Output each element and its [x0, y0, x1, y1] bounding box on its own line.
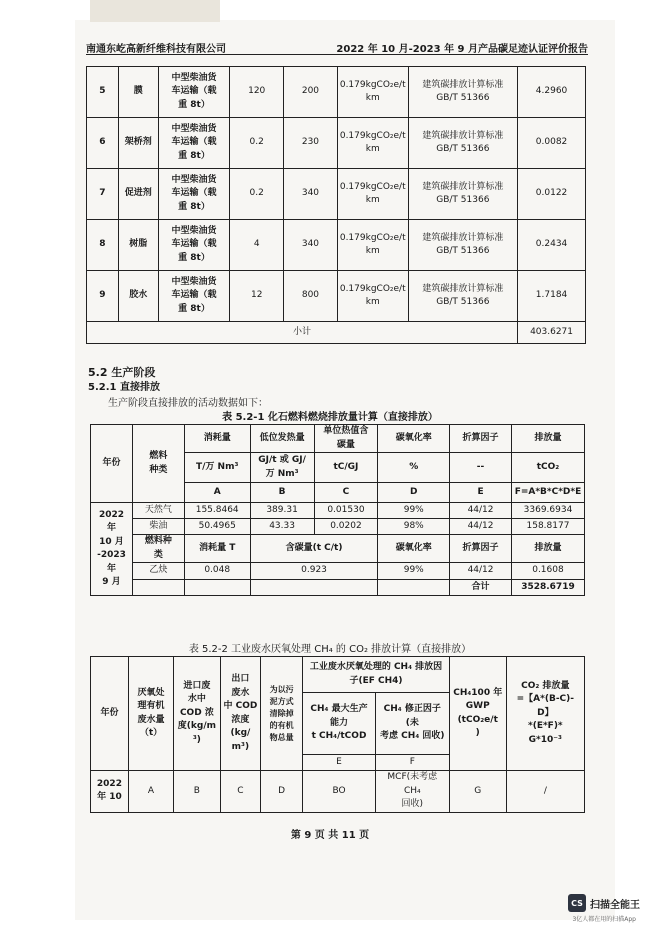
t1-oxidation-header: 碳氧化率: [378, 425, 450, 453]
subtotal-row: [87, 322, 586, 344]
t2-col-c-header: 出口 废水 中 COD 浓度 (kg/ m³): [220, 657, 260, 771]
quantity: 0.2: [230, 169, 284, 220]
t2-col-b-header: 进口废 水中 COD 浓 度(kg/m ³): [174, 657, 221, 771]
material-name: 促进剂: [118, 169, 158, 220]
transport-mode: 中型柴油货 车运输（载 重 8t）: [158, 118, 230, 169]
t1-value-b: 43.33: [250, 519, 314, 535]
emission-factor: 0.179kgCO₂e/t km: [337, 271, 408, 322]
t2-value-g: G: [449, 771, 506, 813]
distance: 200: [284, 67, 338, 118]
factor-standard: 建筑碳排放计算标准 GB/T 51366: [408, 67, 517, 118]
row-number: 5: [87, 67, 119, 118]
t1-key-a: A: [184, 483, 250, 503]
distance: 340: [284, 169, 338, 220]
emission-factor: 0.179kgCO₂e/t km: [337, 118, 408, 169]
emission-factor: 0.179kgCO₂e/t km: [337, 220, 408, 271]
factor-standard: 建筑碳排放计算标准 GB/T 51366: [408, 271, 517, 322]
factor-standard: 建筑碳排放计算标准 GB/T 51366: [408, 169, 517, 220]
t2-key-a: A: [128, 771, 173, 813]
subsection-heading: 5.2.1 直接排放: [88, 382, 160, 393]
t1-fuel-cell: 柴油: [132, 519, 184, 535]
quantity: 4: [230, 220, 284, 271]
quantity: 12: [230, 271, 284, 322]
watermark-app-name: 扫描全能王: [590, 899, 640, 911]
wastewater-ch4-table: [90, 656, 585, 813]
header-rule: [86, 54, 588, 55]
t1-key-e: E: [450, 483, 512, 503]
transport-emission: 0.0122: [518, 169, 586, 220]
t1-emission-unit: tCO₂: [511, 453, 584, 483]
t1-carbon-content-header: 含碳量(t C/t): [250, 535, 378, 563]
t1-key-f: F=A*B*C*D*E: [511, 483, 584, 503]
row-number: 6: [87, 118, 119, 169]
transport-emission: 0.2434: [518, 220, 586, 271]
t1-oxidation-unit: %: [378, 453, 450, 483]
emission-factor: 0.179kgCO₂e/t km: [337, 169, 408, 220]
transport-emission: 4.2960: [518, 67, 586, 118]
t1-fuel-cell: 天然气: [132, 503, 184, 519]
t1-row-diesel: [91, 519, 585, 535]
t1-conversion2-header: 折算因子: [450, 535, 512, 563]
t2-data-row: [91, 771, 585, 813]
transport-row: [87, 220, 586, 271]
t1-oxidation2-header: 碳氧化率: [378, 535, 450, 563]
t2-col-h-header: CO₂ 排放量 =【A*(B-C)-D】 *(E*F)* G*10⁻³: [506, 657, 584, 771]
t1-year-cell: 2022 年 10 月 -2023 年 9 月: [91, 503, 133, 596]
t1-consumption-header: 消耗量: [184, 425, 250, 453]
t2-col-e-header: CH₄ 最大生产 能力 t CH₄/tCOD: [303, 693, 376, 755]
transport-mode: 中型柴油货 车运输（载 重 8t）: [158, 220, 230, 271]
t2-key-c: C: [220, 771, 260, 813]
factor-standard: 建筑碳排放计算标准 GB/T 51366: [408, 220, 517, 271]
t1-value-c: 0.01530: [314, 503, 378, 519]
distance: 230: [284, 118, 338, 169]
row-number: 7: [87, 169, 119, 220]
transport-row: [87, 271, 586, 322]
t1-consumption-unit: T/万 Nm³: [184, 453, 250, 483]
transport-row: [87, 67, 586, 118]
t2-value-f: MCF(未考虑 CH₄ 回收): [375, 771, 449, 813]
row-number: 8: [87, 220, 119, 271]
t1-value-f: 3369.6934: [511, 503, 584, 519]
material-name: 胶水: [118, 271, 158, 322]
t1-conversion-header: 折算因子: [450, 425, 512, 453]
t2-col-f-header: CH₄ 修正因子(未 考虑 CH₄ 回收): [375, 693, 449, 755]
t1-fuel-header: 燃料 种类: [132, 425, 184, 503]
t1-heat-header: 低位发热量: [250, 425, 314, 453]
t1-value-d: 98%: [378, 519, 450, 535]
material-name: 架桥剂: [118, 118, 158, 169]
t1-carbon-unit: tC/GJ: [314, 453, 378, 483]
camscanner-logo-icon: CS: [568, 894, 586, 912]
t1-value-f: 0.1608: [511, 563, 584, 580]
t2-col-g-header: CH₄100 年 GWP (tCO₂e/t ): [449, 657, 506, 771]
watermark-tagline: 3亿人都在用的扫描App: [572, 916, 636, 923]
t1-value-a: 155.8464: [184, 503, 250, 519]
transport-mode: 中型柴油货 车运输（载 重 8t）: [158, 271, 230, 322]
t1-value-e: 44/12: [450, 503, 512, 519]
t2-value-h: /: [506, 771, 584, 813]
t1-value-b: 389.31: [250, 503, 314, 519]
fuel-combustion-table: [90, 424, 585, 596]
distance: 800: [284, 271, 338, 322]
t1-consumption2-header: 消耗量 T: [184, 535, 250, 563]
transport-emission: 1.7184: [518, 271, 586, 322]
t2-col-a-header: 厌氧处 理有机 废水量 （t）: [128, 657, 173, 771]
t1-value-d: 99%: [378, 563, 450, 580]
t1-fuel-cell: 乙炔: [132, 563, 184, 580]
t1-total-row: [91, 580, 585, 596]
t1-emission2-header: 排放量: [511, 535, 584, 563]
transport-mode: 中型柴油货 车运输（载 重 8t）: [158, 67, 230, 118]
table1-caption: 表 5.2-1 化石燃料燃烧排放量计算（直接排放）: [222, 412, 438, 423]
material-name: 树脂: [118, 220, 158, 271]
subtotal-value: 403.6271: [518, 322, 586, 344]
t1-value-e: 44/12: [450, 519, 512, 535]
emission-factor: 0.179kgCO₂e/t km: [337, 67, 408, 118]
company-name: 南通东屹高新纤维科技有限公司: [86, 44, 226, 55]
distance: 340: [284, 220, 338, 271]
transport-row: [87, 169, 586, 220]
t2-col-d-header: 为以污 泥方式 清除掉 的有机 物总量: [261, 657, 303, 771]
t1-value-c: 0.0202: [314, 519, 378, 535]
transport-table: [86, 66, 586, 344]
t1-value-f: 158.8177: [511, 519, 584, 535]
t1-carbon-header: 单位热值含 碳量: [314, 425, 378, 453]
t1-total-label: 合计: [450, 580, 512, 596]
t1-fuel2-header: 燃料种 类: [132, 535, 184, 563]
transport-emission: 0.0082: [518, 118, 586, 169]
page-number: 第 9 页 共 11 页: [290, 830, 370, 841]
t1-row-natural-gas: [91, 503, 585, 519]
t1-emission-header: 排放量: [511, 425, 584, 453]
subtotal-label: 小计: [87, 322, 518, 344]
transport-row: [87, 118, 586, 169]
t1-total-value: 3528.6719: [511, 580, 584, 596]
intro-paragraph: 生产阶段直接排放的活动数据如下：: [108, 398, 268, 409]
scanner-watermark: [568, 894, 640, 912]
transport-mode: 中型柴油货 车运输（载 重 8t）: [158, 169, 230, 220]
material-name: 膜: [118, 67, 158, 118]
row-number: 9: [87, 271, 119, 322]
t2-year-cell: 2022 年 10: [91, 771, 129, 813]
t2-year-header: 年份: [91, 657, 129, 771]
t1-heat-unit: GJ/t 或 GJ/ 万 Nm³: [250, 453, 314, 483]
t1-key-b: B: [250, 483, 314, 503]
t2-key-f: F: [375, 755, 449, 771]
t1-key-d: D: [378, 483, 450, 503]
section-heading: 5.2 生产阶段: [88, 366, 156, 379]
t2-key-e: E: [303, 755, 376, 771]
t1-key-c: C: [314, 483, 378, 503]
t1-value-d: 99%: [378, 503, 450, 519]
t2-ef-header: 工业废水厌氧处理的 CH₄ 排放因 子(EF CH4): [303, 657, 450, 693]
t1-value-b: 0.923: [250, 563, 378, 580]
t2-value-e: BO: [303, 771, 376, 813]
t1-value-a: 0.048: [184, 563, 250, 580]
quantity: 120: [230, 67, 284, 118]
table2-caption: 表 5.2-2 工业废水厌氧处理 CH₄ 的 CO₂ 排放计算（直接排放）: [188, 644, 472, 655]
report-title: 2022 年 10 月-2023 年 9 月产品碳足迹认证评价报告: [336, 44, 588, 55]
scan-corner-shadow: [90, 0, 220, 22]
factor-standard: 建筑碳排放计算标准 GB/T 51366: [408, 118, 517, 169]
t1-value-e: 44/12: [450, 563, 512, 580]
t1-value-a: 50.4965: [184, 519, 250, 535]
t2-key-b: B: [174, 771, 221, 813]
t1-row-acetylene: [91, 563, 585, 580]
t1-conversion-unit: --: [450, 453, 512, 483]
t1-year-header: 年份: [91, 425, 133, 503]
t2-key-d: D: [261, 771, 303, 813]
quantity: 0.2: [230, 118, 284, 169]
